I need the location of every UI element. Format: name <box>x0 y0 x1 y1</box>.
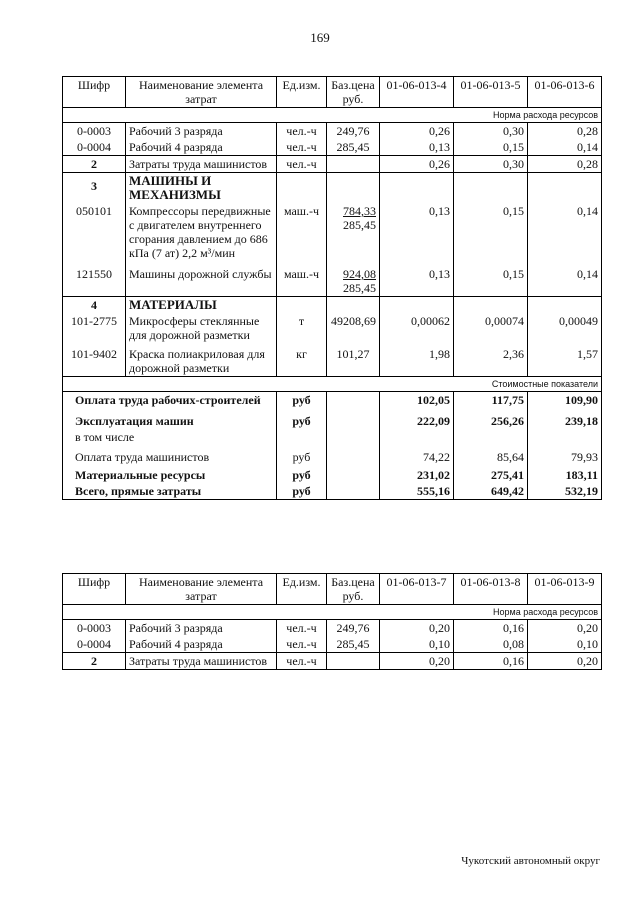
summary-value: 85,64 <box>454 445 528 465</box>
row-name: Микросферы стеклянные для дорожной разметки <box>126 313 277 346</box>
row-value: 0,13 <box>380 266 454 297</box>
row-code: 050101 <box>63 203 126 266</box>
summary-value: 117,75 <box>454 392 528 409</box>
row-value: 0,15 <box>454 266 528 297</box>
row-value: 0,00074 <box>454 313 528 346</box>
row-value: 0,28 <box>528 156 602 173</box>
summary-value: 222,09 <box>380 408 454 429</box>
header-col-1: 01-06-013-7 <box>380 574 454 605</box>
summary-value: 532,19 <box>528 483 602 500</box>
row-unit: маш.-ч <box>277 203 327 266</box>
summary-value: 74,22 <box>380 445 454 465</box>
summary-row <box>63 465 602 483</box>
summary-row <box>63 392 602 409</box>
row-unit: чел.-ч <box>277 620 327 637</box>
section-title: МАТЕРИАЛЫ <box>126 297 277 314</box>
summary-row <box>63 445 602 465</box>
cost-label: Стоимостные показатели <box>63 377 602 392</box>
summary-unit: руб <box>277 408 327 429</box>
summary-value: 555,16 <box>380 483 454 500</box>
row-value: 1,98 <box>380 346 454 377</box>
section-code: 4 <box>63 297 126 314</box>
row-value: 0,28 <box>528 123 602 140</box>
norm-label: Норма расхода ресурсов <box>63 108 602 123</box>
summary-value: 102,05 <box>380 392 454 409</box>
table-row <box>63 203 602 266</box>
row-code: 2 <box>63 156 126 173</box>
summary-label: Эксплуатация машин <box>63 408 277 429</box>
row-value: 0,00062 <box>380 313 454 346</box>
row-name: Рабочий 3 разряда <box>126 123 277 140</box>
row-price: 249,76 <box>327 620 380 637</box>
row-name: Рабочий 4 разряда <box>126 636 277 653</box>
row-name: Рабочий 3 разряда <box>126 620 277 637</box>
summary-unit: руб <box>277 392 327 409</box>
row-value: 0,20 <box>528 620 602 637</box>
row-value: 0,15 <box>454 203 528 266</box>
table-row <box>63 266 602 297</box>
summary-value: 231,02 <box>380 465 454 483</box>
summary-value: 79,93 <box>528 445 602 465</box>
row-price: 285,45 <box>327 636 380 653</box>
row-name: Компрессоры передвижные с двигателем внутреннего сгорания давлением до 686 кПа (7 ат) 2,2 м³/мин <box>126 203 277 266</box>
table-row <box>63 313 602 346</box>
row-price <box>327 203 380 266</box>
row-name: Машины дорожной службы <box>126 266 277 297</box>
summary-note: в том числе <box>63 429 277 445</box>
header-col-2: 01-06-013-5 <box>454 77 528 108</box>
row-value: 0,30 <box>454 156 528 173</box>
header-col-2: 01-06-013-8 <box>454 574 528 605</box>
header-col-3: 01-06-013-9 <box>528 574 602 605</box>
row-name: Рабочий 4 разряда <box>126 139 277 156</box>
row-code: 121550 <box>63 266 126 297</box>
row-value: 0,10 <box>380 636 454 653</box>
section-code: 3 <box>63 173 126 204</box>
row-value: 0,10 <box>528 636 602 653</box>
summary-label: Оплата труда машинистов <box>63 445 277 465</box>
header-unit: Ед.изм. <box>277 77 327 108</box>
row-unit: маш.-ч <box>277 266 327 297</box>
summary-note-row <box>63 429 602 445</box>
row-value: 0,14 <box>528 266 602 297</box>
row-price <box>327 266 380 297</box>
row-value: 0,14 <box>528 139 602 156</box>
row-price: 285,45 <box>327 139 380 156</box>
row-value: 0,26 <box>380 156 454 173</box>
summary-value: 239,18 <box>528 408 602 429</box>
row-name: Затраты труда машинистов <box>126 653 277 670</box>
summary-label: Всего, прямые затраты <box>63 483 277 500</box>
header-name: Наименование элемента затрат <box>126 574 277 605</box>
header-code: Шифр <box>63 574 126 605</box>
resource-table-1 <box>62 76 602 500</box>
row-value: 0,14 <box>528 203 602 266</box>
summary-unit: руб <box>277 445 327 465</box>
row-unit: чел.-ч <box>277 156 327 173</box>
summary-row <box>63 408 602 429</box>
row-value: 0,16 <box>454 620 528 637</box>
row-value: 0,16 <box>454 653 528 670</box>
header-code: Шифр <box>63 77 126 108</box>
section-row <box>63 173 602 204</box>
table-header-row <box>63 77 602 108</box>
row-value: 0,30 <box>454 123 528 140</box>
table-header-row <box>63 574 602 605</box>
row-code: 0-0003 <box>63 620 126 637</box>
row-value: 0,20 <box>528 653 602 670</box>
row-price: 49208,69 <box>327 313 380 346</box>
section-title: МАШИНЫ И МЕХАНИЗМЫ <box>126 173 277 204</box>
price-a: 924,08 <box>343 267 376 281</box>
header-price: Баз.цена руб. <box>327 574 380 605</box>
row-code: 0-0003 <box>63 123 126 140</box>
summary-unit: руб <box>277 483 327 500</box>
footer-region: Чукотский автономный округ <box>461 855 600 867</box>
summary-value: 649,42 <box>454 483 528 500</box>
row-value: 0,26 <box>380 123 454 140</box>
row-unit: чел.-ч <box>277 139 327 156</box>
row-price: 249,76 <box>327 123 380 140</box>
row-code: 0-0004 <box>63 139 126 156</box>
price-a: 784,33 <box>343 204 376 218</box>
row-code: 101-2775 <box>63 313 126 346</box>
price-b: 285,45 <box>343 218 376 232</box>
row-code: 101-9402 <box>63 346 126 377</box>
section-row <box>63 297 602 314</box>
summary-unit: руб <box>277 465 327 483</box>
norm-label: Норма расхода ресурсов <box>63 605 602 620</box>
row-name: Затраты труда машинистов <box>126 156 277 173</box>
resource-table-2 <box>62 573 602 670</box>
row-value: 0,15 <box>454 139 528 156</box>
table-row <box>63 123 602 140</box>
table-row <box>63 346 602 377</box>
summary-value: 256,26 <box>454 408 528 429</box>
table-row <box>63 156 602 173</box>
table-row <box>63 653 602 670</box>
row-value: 0,13 <box>380 203 454 266</box>
row-unit: чел.-ч <box>277 123 327 140</box>
row-name: Краска полиакриловая для дорожной разметки <box>126 346 277 377</box>
row-value: 1,57 <box>528 346 602 377</box>
summary-label: Материальные ресурсы <box>63 465 277 483</box>
table-row <box>63 139 602 156</box>
row-value: 0,20 <box>380 653 454 670</box>
summary-label: Оплата труда рабочих-строителей <box>63 392 277 409</box>
table-row <box>63 620 602 637</box>
summary-value: 183,11 <box>528 465 602 483</box>
summary-value: 275,41 <box>454 465 528 483</box>
summary-row <box>63 483 602 500</box>
table-row <box>63 636 602 653</box>
header-unit: Ед.изм. <box>277 574 327 605</box>
row-value: 0,13 <box>380 139 454 156</box>
row-value: 0,00049 <box>528 313 602 346</box>
row-unit: кг <box>277 346 327 377</box>
header-price: Баз.цена руб. <box>327 77 380 108</box>
row-code: 2 <box>63 653 126 670</box>
row-price: 101,27 <box>327 346 380 377</box>
header-col-1: 01-06-013-4 <box>380 77 454 108</box>
row-unit: чел.-ч <box>277 653 327 670</box>
row-unit: т <box>277 313 327 346</box>
summary-value: 109,90 <box>528 392 602 409</box>
row-value: 0,20 <box>380 620 454 637</box>
header-col-3: 01-06-013-6 <box>528 77 602 108</box>
row-value: 0,08 <box>454 636 528 653</box>
row-value: 2,36 <box>454 346 528 377</box>
header-name: Наименование элемента затрат <box>126 77 277 108</box>
row-code: 0-0004 <box>63 636 126 653</box>
row-unit: чел.-ч <box>277 636 327 653</box>
page-number: 169 <box>310 30 330 45</box>
price-b: 285,45 <box>343 281 376 295</box>
